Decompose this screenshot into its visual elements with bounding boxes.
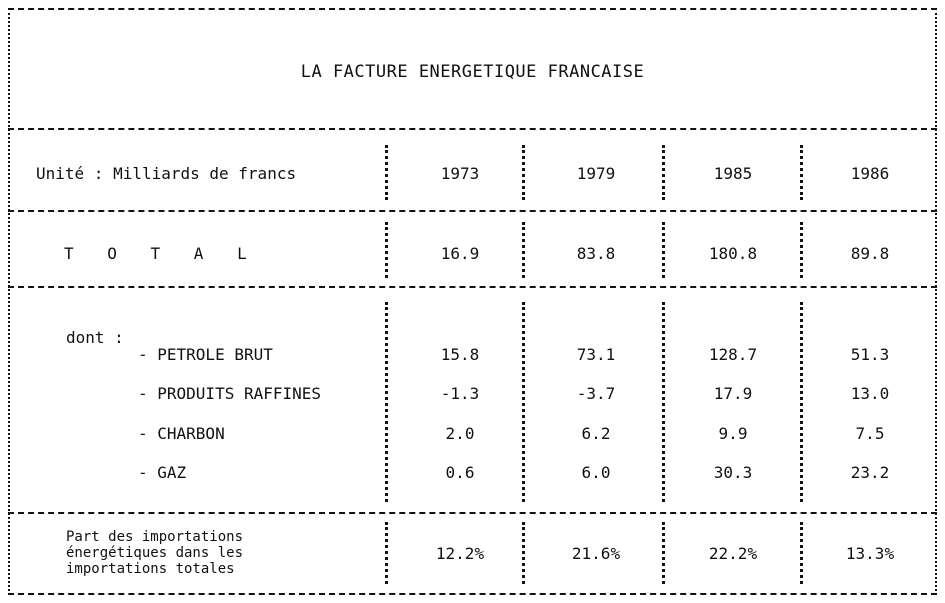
col-separator [385,145,388,200]
col-separator [385,522,388,584]
table-cell: 2.0 [445,424,475,443]
separator-after-header [8,210,937,212]
total-label: T O T A L [64,244,259,263]
table-cell: 0.6 [445,463,475,482]
frame-left-border [8,8,10,595]
year-header-1979: 1979 [576,164,616,183]
separator-after-title [8,128,937,130]
share-label-line-3: importations totales [66,561,235,577]
table-cell: 23.2 [850,463,890,482]
table-cell: -1.3 [440,384,480,403]
table-cell: 6.0 [581,463,611,482]
row-label-gaz: - GAZ [138,463,187,482]
row-label-charbon: - CHARBON [138,424,225,443]
total-value-1985: 180.8 [708,244,758,263]
share-value-1979: 21.6% [571,544,621,563]
table-cell: 30.3 [713,463,753,482]
share-label-line-2: énergétiques dans les [66,545,244,561]
col-separator [662,522,665,584]
table-cell: 51.3 [850,345,890,364]
col-separator [662,222,665,278]
frame-top-border [8,8,937,10]
col-separator [800,145,803,200]
unit-label: Unité : Milliards de francs [36,164,297,183]
row-label-produits-raffines: - PRODUITS RAFFINES [138,384,322,403]
year-header-1986: 1986 [850,164,890,183]
row-label-petrole-brut: - PETROLE BRUT [138,345,273,364]
table-title: LA FACTURE ENERGETIQUE FRANCAISE [300,62,645,82]
separator-before-share [8,512,937,514]
col-separator [800,522,803,584]
frame-bottom-border [8,593,937,595]
col-separator [522,302,525,502]
year-header-1973: 1973 [440,164,480,183]
share-value-1985: 22.2% [708,544,758,563]
col-separator [385,302,388,502]
total-value-1979: 83.8 [576,244,616,263]
total-value-1973: 16.9 [440,244,480,263]
col-separator [522,145,525,200]
table-cell: 7.5 [855,424,885,443]
col-separator [385,222,388,278]
table-cell: 15.8 [440,345,480,364]
total-value-1986: 89.8 [850,244,890,263]
col-separator [522,222,525,278]
table-cell: 128.7 [708,345,758,364]
share-value-1986: 13.3% [845,544,895,563]
col-separator [522,522,525,584]
table-cell: -3.7 [576,384,616,403]
breakdown-intro: dont : [66,328,124,347]
separator-after-total [8,286,937,288]
col-separator [662,145,665,200]
frame-right-border [935,8,937,595]
col-separator [662,302,665,502]
col-separator [800,222,803,278]
table-cell: 13.0 [850,384,890,403]
col-separator [800,302,803,502]
table-cell: 9.9 [718,424,748,443]
table-cell: 73.1 [576,345,616,364]
share-label-line-1: Part des importations [66,529,244,545]
year-header-1985: 1985 [713,164,753,183]
share-value-1973: 12.2% [435,544,485,563]
table-cell: 6.2 [581,424,611,443]
table-cell: 17.9 [713,384,753,403]
